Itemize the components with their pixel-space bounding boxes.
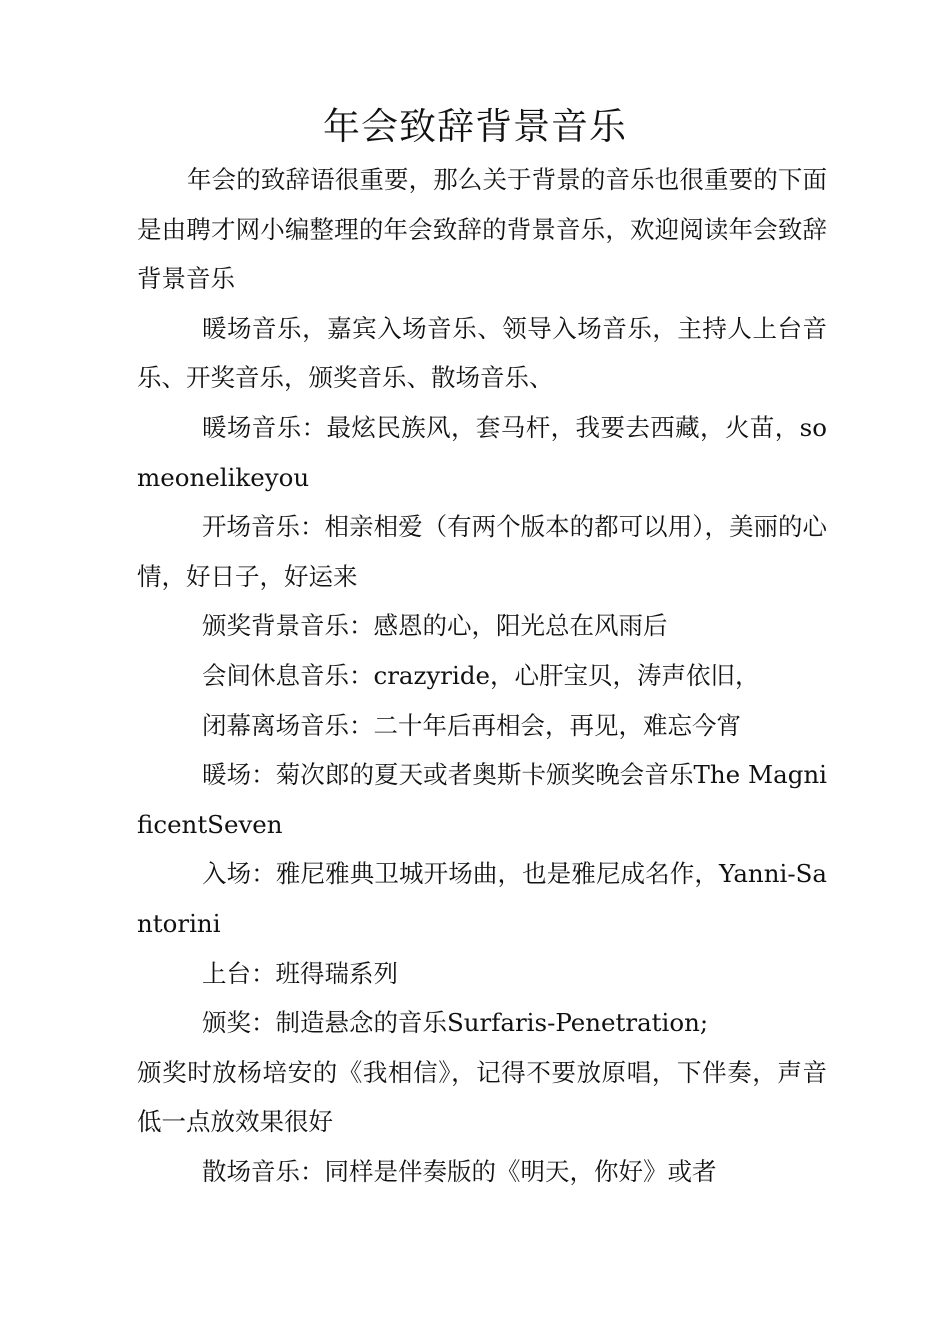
- paragraph-award-music: 颁奖背景音乐：感恩的心，阳光总在风雨后: [202, 611, 668, 641]
- paragraph-break-music: 会间休息音乐：crazyride，心肝宝贝，涛声依旧，: [202, 660, 760, 690]
- paragraph-award: 颁奖：制造悬念的音乐Surfaris-Penetration;: [202, 1008, 709, 1038]
- paragraph-opening-music: 开场音乐：相亲相爱（有两个版本的都可以用），美丽的心情，好日子，好运来: [137, 512, 827, 591]
- paragraph-warmup: 暖场：菊次郎的夏天或者奥斯卡颁奖晚会音乐The MagnificentSeven: [137, 760, 827, 839]
- paragraph-music-types: 暖场音乐，嘉宾入场音乐、领导入场音乐，主持人上台音乐、开奖音乐，颁奖音乐、散场音乐、: [137, 313, 827, 393]
- paragraph-award-tip: 颁奖时放杨培安的《我相信》，记得不要放原唱，下伴奏，声音低一点放效果很好: [137, 1057, 827, 1137]
- paragraph-intro: 年会的致辞语很重要，那么关于背景的音乐也很重要的下面是由聘才网小编整理的年会致辞的背景音乐，欢迎阅读年会致辞背景音乐: [137, 165, 827, 294]
- document-title: 年会致辞背景音乐: [323, 105, 627, 148]
- paragraph-entrance: 入场：雅尼雅典卫城开场曲，也是雅尼成名作，Yanni-Santorini: [137, 859, 827, 938]
- paragraph-warmup-music: 暖场音乐：最炫民族风，套马杆，我要去西藏，火苗，someonelikeyou: [137, 412, 827, 492]
- document-body: [137, 155, 827, 1196]
- paragraph-ending-music: 散场音乐：同样是伴奏版的《明天，你好》或者: [202, 1156, 717, 1186]
- paragraph-on-stage: 上台：班得瑞系列: [202, 958, 398, 988]
- paragraph-closing-music: 闭幕离场音乐：二十年后再相会，再见，难忘今宵: [202, 710, 741, 740]
